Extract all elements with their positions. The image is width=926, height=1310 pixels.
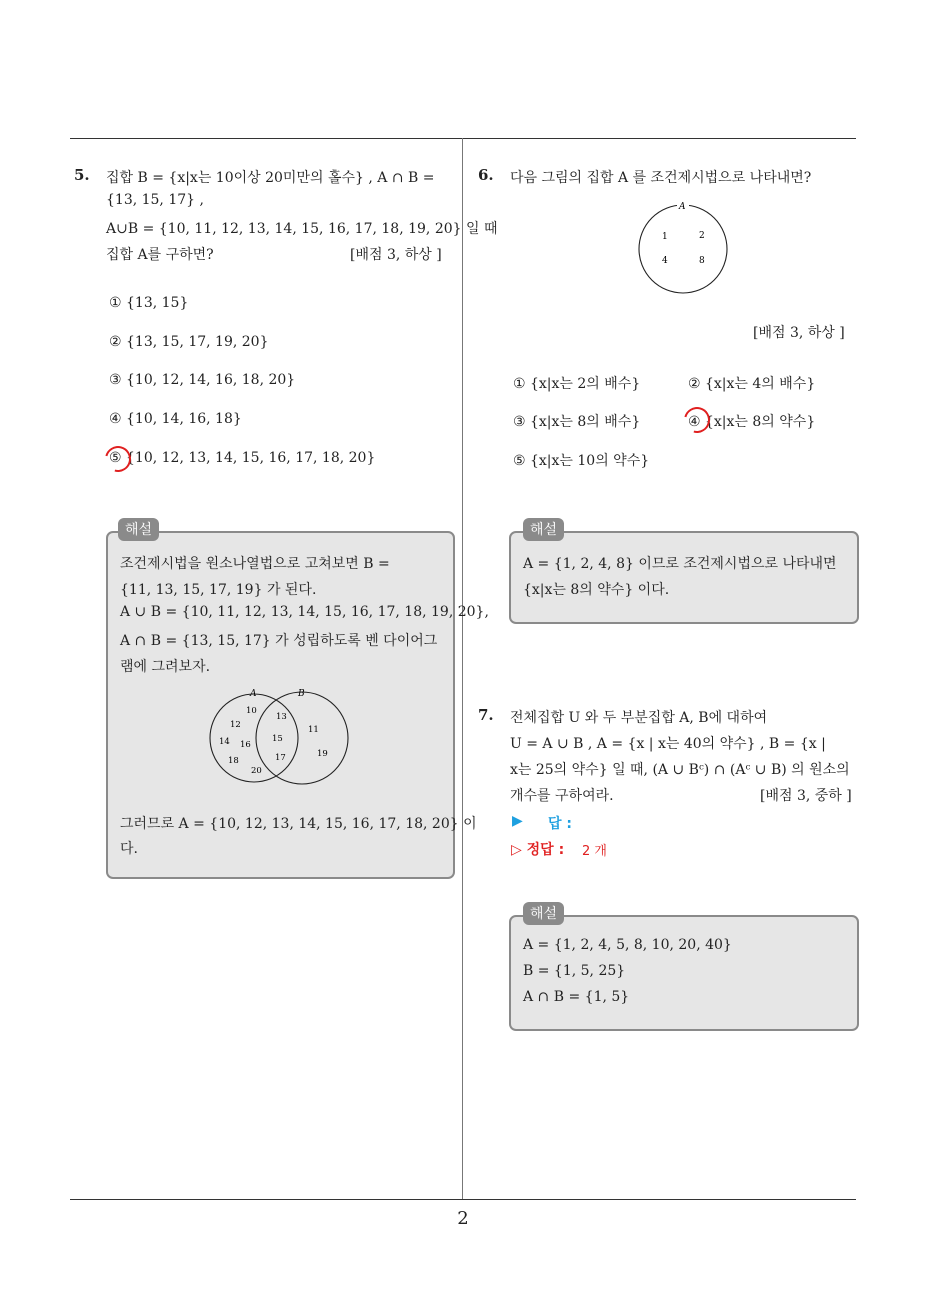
solution-line: A ∩ B = {1, 5} (523, 989, 630, 1005)
page-number: 2 (457, 1208, 469, 1229)
solution-box (509, 531, 859, 624)
solution-conclusion-line: 그러므로 A = {10, 12, 13, 14, 15, 16, 17, 18, 20} 이 (120, 816, 477, 832)
solution-line: B = {1, 5, 25} (523, 963, 626, 979)
choice-4[interactable]: ④ {x|x는 8의 약수} (688, 414, 816, 430)
set-a-label: A (250, 689, 257, 699)
venn-element: 10 (246, 706, 257, 716)
solution-line: A = {1, 2, 4, 8} 이므로 조건제시법으로 나타내면 (523, 556, 837, 572)
question-text-line: x는 25의 약수} 일 때, (A ∪ Bᶜ) ∩ (Aᶜ ∪ B) 의 원소의 (510, 762, 850, 778)
solution-tag: 해설 (523, 518, 564, 541)
question-text-line: {13, 15, 17} , (106, 192, 204, 208)
selected-answer-circle-icon (679, 402, 715, 438)
score-label: [배점 3, 하상 ] (753, 325, 845, 341)
question-number: 5. (74, 166, 90, 184)
solution-line: A = {1, 2, 4, 5, 8, 10, 20, 40} (523, 937, 732, 953)
question-text-line: 다음 그림의 집합 A 를 조건제시법으로 나타내면? (510, 170, 812, 186)
solution-conclusion-line: 다. (120, 841, 138, 857)
choice-3[interactable]: ③ {10, 12, 14, 16, 18, 20} (109, 372, 296, 388)
choice-3[interactable]: ③ {x|x는 8의 배수} (513, 414, 641, 430)
venn-diagram (200, 688, 360, 788)
choice-5[interactable]: ⑤ {x|x는 10의 약수} (513, 453, 650, 469)
venn-element: 14 (219, 737, 230, 747)
solution-line: 조건제시법을 원소나열법으로 고쳐보면 B = (120, 556, 390, 572)
solution-line: A ∪ B = {10, 11, 12, 13, 14, 15, 16, 17, 18, 19, 20}, (120, 604, 489, 620)
question-text-line: U = A ∪ B , A = {x | x는 40의 약수} , B = {x | (510, 736, 826, 752)
venn-element: 16 (240, 740, 251, 750)
score-label: [배점 3, 하상 ] (350, 247, 442, 263)
set-element: 8 (699, 256, 705, 266)
solution-line: 램에 그려보자. (120, 659, 211, 675)
choice-4[interactable]: ④ {10, 14, 16, 18} (109, 411, 242, 427)
set-element: 2 (699, 231, 705, 241)
correct-answer-label: ▷ 정답 : (511, 842, 565, 858)
solution-tag: 해설 (523, 902, 564, 925)
question-text-line: 개수를 구하여라. (510, 788, 614, 804)
set-b-label: B (298, 689, 305, 699)
bottom-rule (70, 1199, 856, 1200)
top-rule (70, 138, 856, 139)
question-number: 6. (478, 166, 494, 184)
set-diagram (634, 196, 734, 300)
set-element: 4 (662, 256, 668, 266)
column-divider (462, 138, 463, 1200)
score-label: [배점 3, 중하 ] (760, 788, 852, 804)
venn-element: 12 (230, 720, 241, 730)
question-text-line: 전체집합 U 와 두 부분집합 A, B에 대하여 (510, 710, 768, 726)
venn-element: 19 (317, 749, 328, 759)
question-number: 7. (478, 706, 494, 724)
choice-5[interactable]: ⑤ {10, 12, 13, 14, 15, 16, 17, 18, 20} (109, 450, 376, 466)
venn-element: 11 (308, 725, 319, 735)
solution-line: {x|x는 8의 약수} 이다. (523, 582, 670, 598)
venn-element: 15 (272, 734, 283, 744)
venn-element: 18 (228, 756, 239, 766)
choice-1[interactable]: ① {x|x는 2의 배수} (513, 376, 641, 392)
solution-tag: 해설 (118, 518, 159, 541)
solution-line: A ∩ B = {13, 15, 17} 가 성립하도록 벤 다이어그 (120, 633, 438, 649)
question-text-line: A∪B = {10, 11, 12, 13, 14, 15, 16, 17, 18, 19, 20} 일 때 (106, 221, 498, 237)
choice-2[interactable]: ② {13, 15, 17, 19, 20} (109, 334, 269, 350)
answer-label: 답 : (548, 816, 572, 832)
set-b-circle (256, 692, 348, 784)
choice-1[interactable]: ① {13, 15} (109, 295, 189, 311)
venn-element: 13 (276, 712, 287, 722)
choice-2[interactable]: ② {x|x는 4의 배수} (688, 376, 816, 392)
set-a-circle (639, 205, 727, 293)
correct-answer-value: 2 개 (582, 844, 607, 859)
play-triangle-icon: ▶ (512, 813, 523, 829)
venn-element: 20 (251, 766, 262, 776)
question-text-line: 집합 A를 구하면? (106, 247, 214, 263)
question-text-line: 집합 B = {x|x는 10이상 20미만의 홀수} , A ∩ B = (106, 170, 435, 186)
selected-answer-circle-icon (100, 441, 136, 477)
set-element: 1 (662, 232, 668, 242)
set-label: A (679, 202, 686, 212)
solution-line: {11, 13, 15, 17, 19} 가 된다. (120, 582, 317, 598)
venn-element: 17 (275, 753, 286, 763)
